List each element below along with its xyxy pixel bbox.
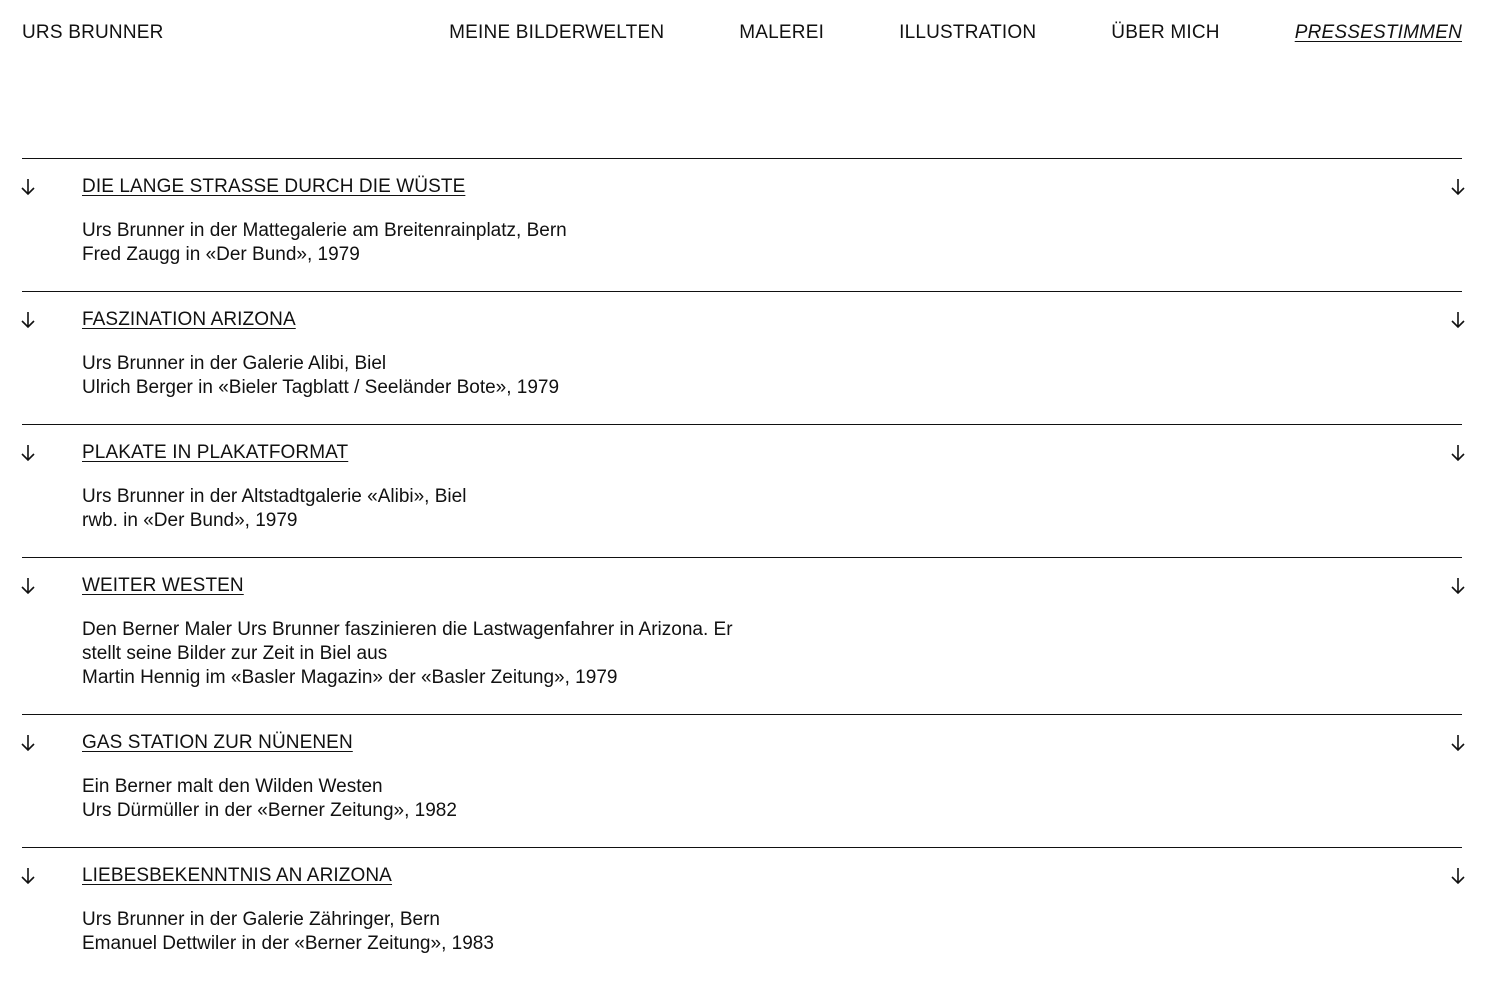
entry-header[interactable] [22, 864, 1462, 888]
entry-body [82, 352, 772, 400]
main-nav [449, 22, 1462, 44]
entry-header[interactable] [22, 308, 1462, 332]
entry-body [82, 485, 772, 533]
entry-line: Fred Zaugg in «Der Bund», 1979 [82, 244, 360, 265]
entry-title-link[interactable]: PLAKATE IN PLAKATFORMAT [82, 442, 349, 463]
entry-header[interactable] [22, 441, 1462, 465]
arrow-down-icon[interactable] [19, 866, 37, 886]
entry-body [82, 775, 772, 823]
arrow-down-icon[interactable] [19, 443, 37, 463]
arrow-down-icon[interactable] [1449, 733, 1467, 753]
entry-line: Urs Brunner in der Altstadtgalerie «Alibi», Biel [82, 486, 467, 507]
entry-header[interactable] [22, 574, 1462, 598]
arrow-down-icon[interactable] [1449, 177, 1467, 197]
entry-title-link[interactable]: DIE LANGE STRASSE DURCH DIE WÜSTE [82, 176, 466, 197]
entry-title-link[interactable]: FASZINATION ARIZONA [82, 309, 296, 330]
entry-line: Urs Brunner in der Mattegalerie am Breitenrainplatz, Bern [82, 220, 567, 241]
entry-header[interactable] [22, 731, 1462, 755]
press-entry [22, 158, 1462, 291]
press-entry [22, 557, 1462, 714]
entry-title-link[interactable]: GAS STATION ZUR NÜNENEN [82, 732, 353, 753]
press-entry [22, 424, 1462, 557]
press-entry [22, 847, 1462, 980]
arrow-down-icon[interactable] [1449, 866, 1467, 886]
entry-title-link[interactable]: WEITER WESTEN [82, 575, 244, 596]
press-entry [22, 714, 1462, 847]
entry-line: Urs Brunner in der Galerie Zähringer, Bern [82, 909, 440, 930]
entry-line: rwb. in «Der Bund», 1979 [82, 510, 298, 531]
arrow-down-icon[interactable] [1449, 576, 1467, 596]
nav-illustration[interactable]: ILLUSTRATION [899, 22, 1037, 43]
site-header [22, 22, 1462, 48]
entry-line: Ein Berner malt den Wilden Westen [82, 776, 383, 797]
arrow-down-icon[interactable] [19, 310, 37, 330]
entry-line: Urs Brunner in der Galerie Alibi, Biel [82, 353, 387, 374]
arrow-down-icon[interactable] [19, 733, 37, 753]
arrow-down-icon[interactable] [19, 576, 37, 596]
entry-title-link[interactable]: LIEBESBEKENNTNIS AN ARIZONA [82, 865, 392, 886]
press-entry [22, 291, 1462, 424]
nav-pressestimmen[interactable]: PRESSESTIMMEN [1294, 22, 1462, 43]
arrow-down-icon[interactable] [1449, 310, 1467, 330]
nav-ueber-mich[interactable]: ÜBER MICH [1111, 22, 1220, 43]
entry-line: Urs Dürmüller in der «Berner Zeitung», 1982 [82, 800, 457, 821]
logo-link[interactable]: URS BRUNNER [22, 22, 164, 43]
entry-body [82, 908, 772, 956]
entry-line: Martin Hennig im «Basler Magazin» der «Basler Zeitung», 1979 [82, 667, 618, 688]
nav-malerei[interactable]: MALEREI [739, 22, 825, 43]
entry-body [82, 618, 772, 690]
arrow-down-icon[interactable] [19, 177, 37, 197]
arrow-down-icon[interactable] [1449, 443, 1467, 463]
entry-line: Ulrich Berger in «Bieler Tagblatt / Seeländer Bote», 1979 [82, 377, 560, 398]
entry-line: Emanuel Dettwiler in der «Berner Zeitung», 1983 [82, 933, 494, 954]
entry-header[interactable] [22, 175, 1462, 199]
nav-meine-bilderwelten[interactable]: MEINE BILDERWELTEN [449, 22, 665, 43]
entry-body [82, 219, 772, 267]
entry-line: Den Berner Maler Urs Brunner faszinieren die Lastwagenfahrer in Arizona. Er stellt seine Bilder zur Zeit in Biel aus [82, 619, 733, 664]
press-list [22, 158, 1462, 980]
